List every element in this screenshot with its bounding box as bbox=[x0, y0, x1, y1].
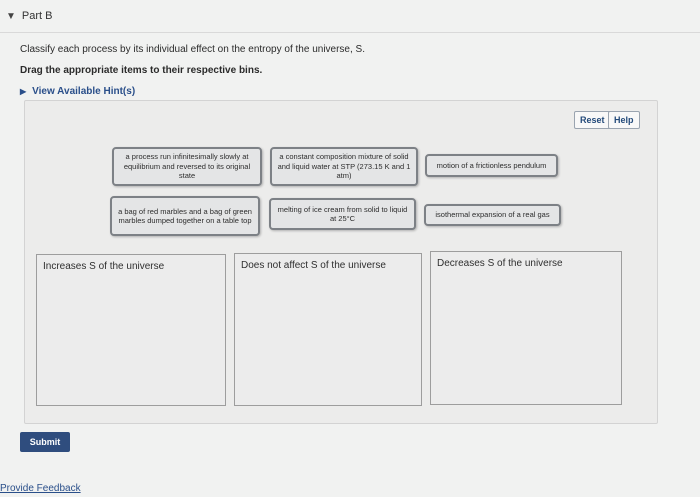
draggable-card[interactable]: isothermal expansion of a real gas bbox=[424, 204, 561, 226]
instructions bbox=[20, 44, 365, 97]
view-hints-link[interactable] bbox=[20, 86, 365, 97]
help-button[interactable]: Help bbox=[608, 111, 640, 129]
header-divider bbox=[0, 32, 700, 33]
bin-increases[interactable] bbox=[36, 254, 226, 406]
draggable-card[interactable]: melting of ice cream from solid to liquid at 25°C bbox=[269, 198, 416, 230]
classify-instruction: Classify each process by its individual effect on the entropy of the universe, S. bbox=[20, 44, 365, 55]
bin-no-effect[interactable] bbox=[234, 253, 422, 406]
part-header[interactable] bbox=[0, 8, 52, 24]
view-hints-label: View Available Hint(s) bbox=[32, 86, 136, 97]
drag-instruction: Drag the appropriate items to their respective bins. bbox=[20, 65, 263, 76]
bin-label: Increases S of the universe bbox=[43, 261, 165, 272]
bin-label: Decreases S of the universe bbox=[437, 258, 563, 269]
draggable-card[interactable]: a constant composition mixture of solid and liquid water at STP (273.15 K and 1 atm) bbox=[270, 147, 418, 186]
provide-feedback-link[interactable]: Provide Feedback bbox=[0, 483, 81, 494]
expand-triangle-icon: ▶ bbox=[20, 87, 27, 96]
submit-button[interactable]: Submit bbox=[20, 432, 70, 452]
bin-label: Does not affect S of the universe bbox=[241, 260, 386, 271]
draggable-card[interactable]: a process run infinitesimally slowly at equilibrium and reversed to its original state bbox=[112, 147, 262, 186]
collapse-caret-icon[interactable]: ▼ bbox=[6, 10, 16, 22]
draggable-card[interactable]: motion of a frictionless pendulum bbox=[425, 154, 558, 177]
bin-decreases[interactable] bbox=[430, 251, 622, 405]
draggable-card[interactable]: a bag of red marbles and a bag of green marbles dumped together on a table top bbox=[110, 196, 260, 236]
part-title: Part B bbox=[21, 10, 53, 22]
reset-button[interactable]: Reset bbox=[574, 111, 611, 129]
